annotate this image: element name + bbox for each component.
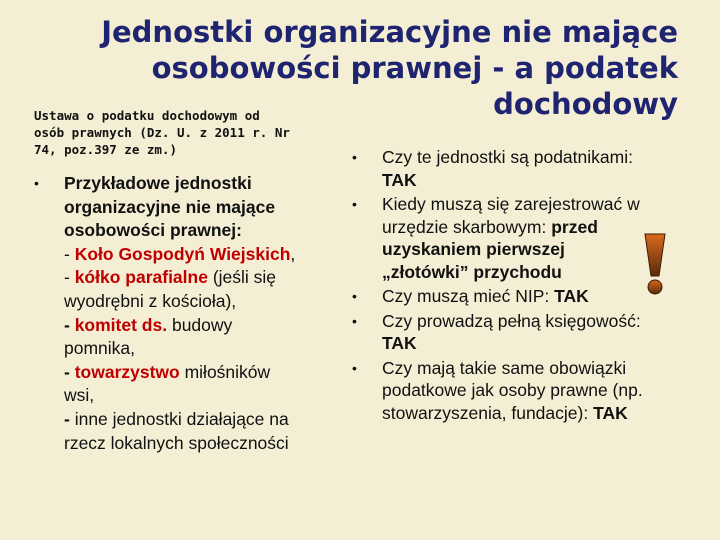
question-text-part: stowarzyszenia, fundacje): (382, 402, 594, 423)
example-continuation: pomnika, (64, 338, 136, 359)
answer: przed (551, 216, 598, 237)
answer: TAK (593, 402, 628, 423)
question-accounting (352, 310, 692, 355)
intro-line: Przykładowe jednostki (64, 173, 252, 193)
examples-list (34, 172, 354, 455)
dash: - (64, 267, 75, 288)
example-rest: budowy (167, 314, 233, 335)
bullet: • (352, 359, 357, 376)
dash: - (64, 361, 75, 382)
answer: TAK (382, 169, 417, 190)
question-nip (352, 285, 692, 308)
bullet: • (34, 175, 39, 191)
dash: - (64, 314, 75, 335)
example-highlight: Koło Gospodyń Wiejskich (74, 243, 291, 264)
example-continuation: rzecz lokalnych społeczności (64, 432, 289, 453)
example-rest: , (290, 243, 296, 264)
exclamation-icon (643, 232, 667, 296)
questions-list (352, 146, 692, 426)
example-highlight: komitet ds. (74, 314, 168, 335)
question-text (382, 402, 692, 425)
question-text-part: Czy muszą mieć NIP: (382, 286, 555, 306)
intro-line: osobowości prawnej: (64, 220, 242, 241)
bullet: • (352, 312, 357, 329)
legal-line-3: 74, poz.397 ze zm.) (34, 142, 177, 157)
bullet: • (352, 149, 357, 165)
legal-line-2: osób prawnych (Dz. U. z 2011 r. Nr (34, 125, 290, 140)
question-registration (352, 193, 692, 283)
question-text: Czy mają takie same obowiązki (382, 357, 627, 378)
title-line-2: osobowości prawnej - a podatek (151, 51, 678, 85)
bullet: • (352, 196, 357, 212)
example-society (64, 361, 354, 385)
question-text: Czy prowadzą pełną księgowość: (382, 310, 641, 331)
answer: „złotówki” przychodu (382, 261, 562, 282)
question-text-part: urzędzie skarbowym: (382, 216, 552, 237)
example-rest: inne jednostki działające na (74, 408, 289, 429)
dash: - (64, 408, 75, 429)
title-line-3: dochodowy (493, 87, 678, 121)
title-line-1: Jednostki organizacyjne nie mające (101, 15, 678, 49)
question-obligations (352, 357, 692, 425)
example-continuation: wyodrębni z kościoła), (64, 290, 237, 311)
answer: uzyskaniem pierwszej (382, 239, 565, 259)
intro-line: organizacyjne nie mające (64, 196, 276, 217)
question-taxpayer (352, 146, 692, 191)
example-rest: (jeśli się (207, 267, 277, 288)
example-continuation: wsi, (64, 385, 95, 406)
answer: TAK (554, 286, 589, 306)
slide-title (78, 14, 678, 122)
example-other (64, 408, 354, 432)
legal-reference (34, 107, 349, 158)
example-highlight: towarzystwo (74, 361, 180, 382)
example-rest: miłośników (179, 361, 271, 382)
bullet: • (352, 288, 357, 304)
examples-body (64, 172, 354, 455)
example-kgw (64, 243, 354, 267)
example-parish (64, 266, 354, 290)
example-committee (64, 314, 354, 338)
example-highlight: kółko parafialne (74, 267, 208, 288)
dash: - (64, 243, 75, 264)
question-text: Kiedy muszą się zarejestrować w (382, 194, 640, 214)
question-text: podatkowe jak osoby prawne (np. (382, 380, 643, 400)
legal-line-1: Ustawa o podatku dochodowym od (34, 108, 260, 123)
question-text: Czy te jednostki są podatnikami: (382, 147, 633, 167)
answer: TAK (382, 333, 417, 353)
